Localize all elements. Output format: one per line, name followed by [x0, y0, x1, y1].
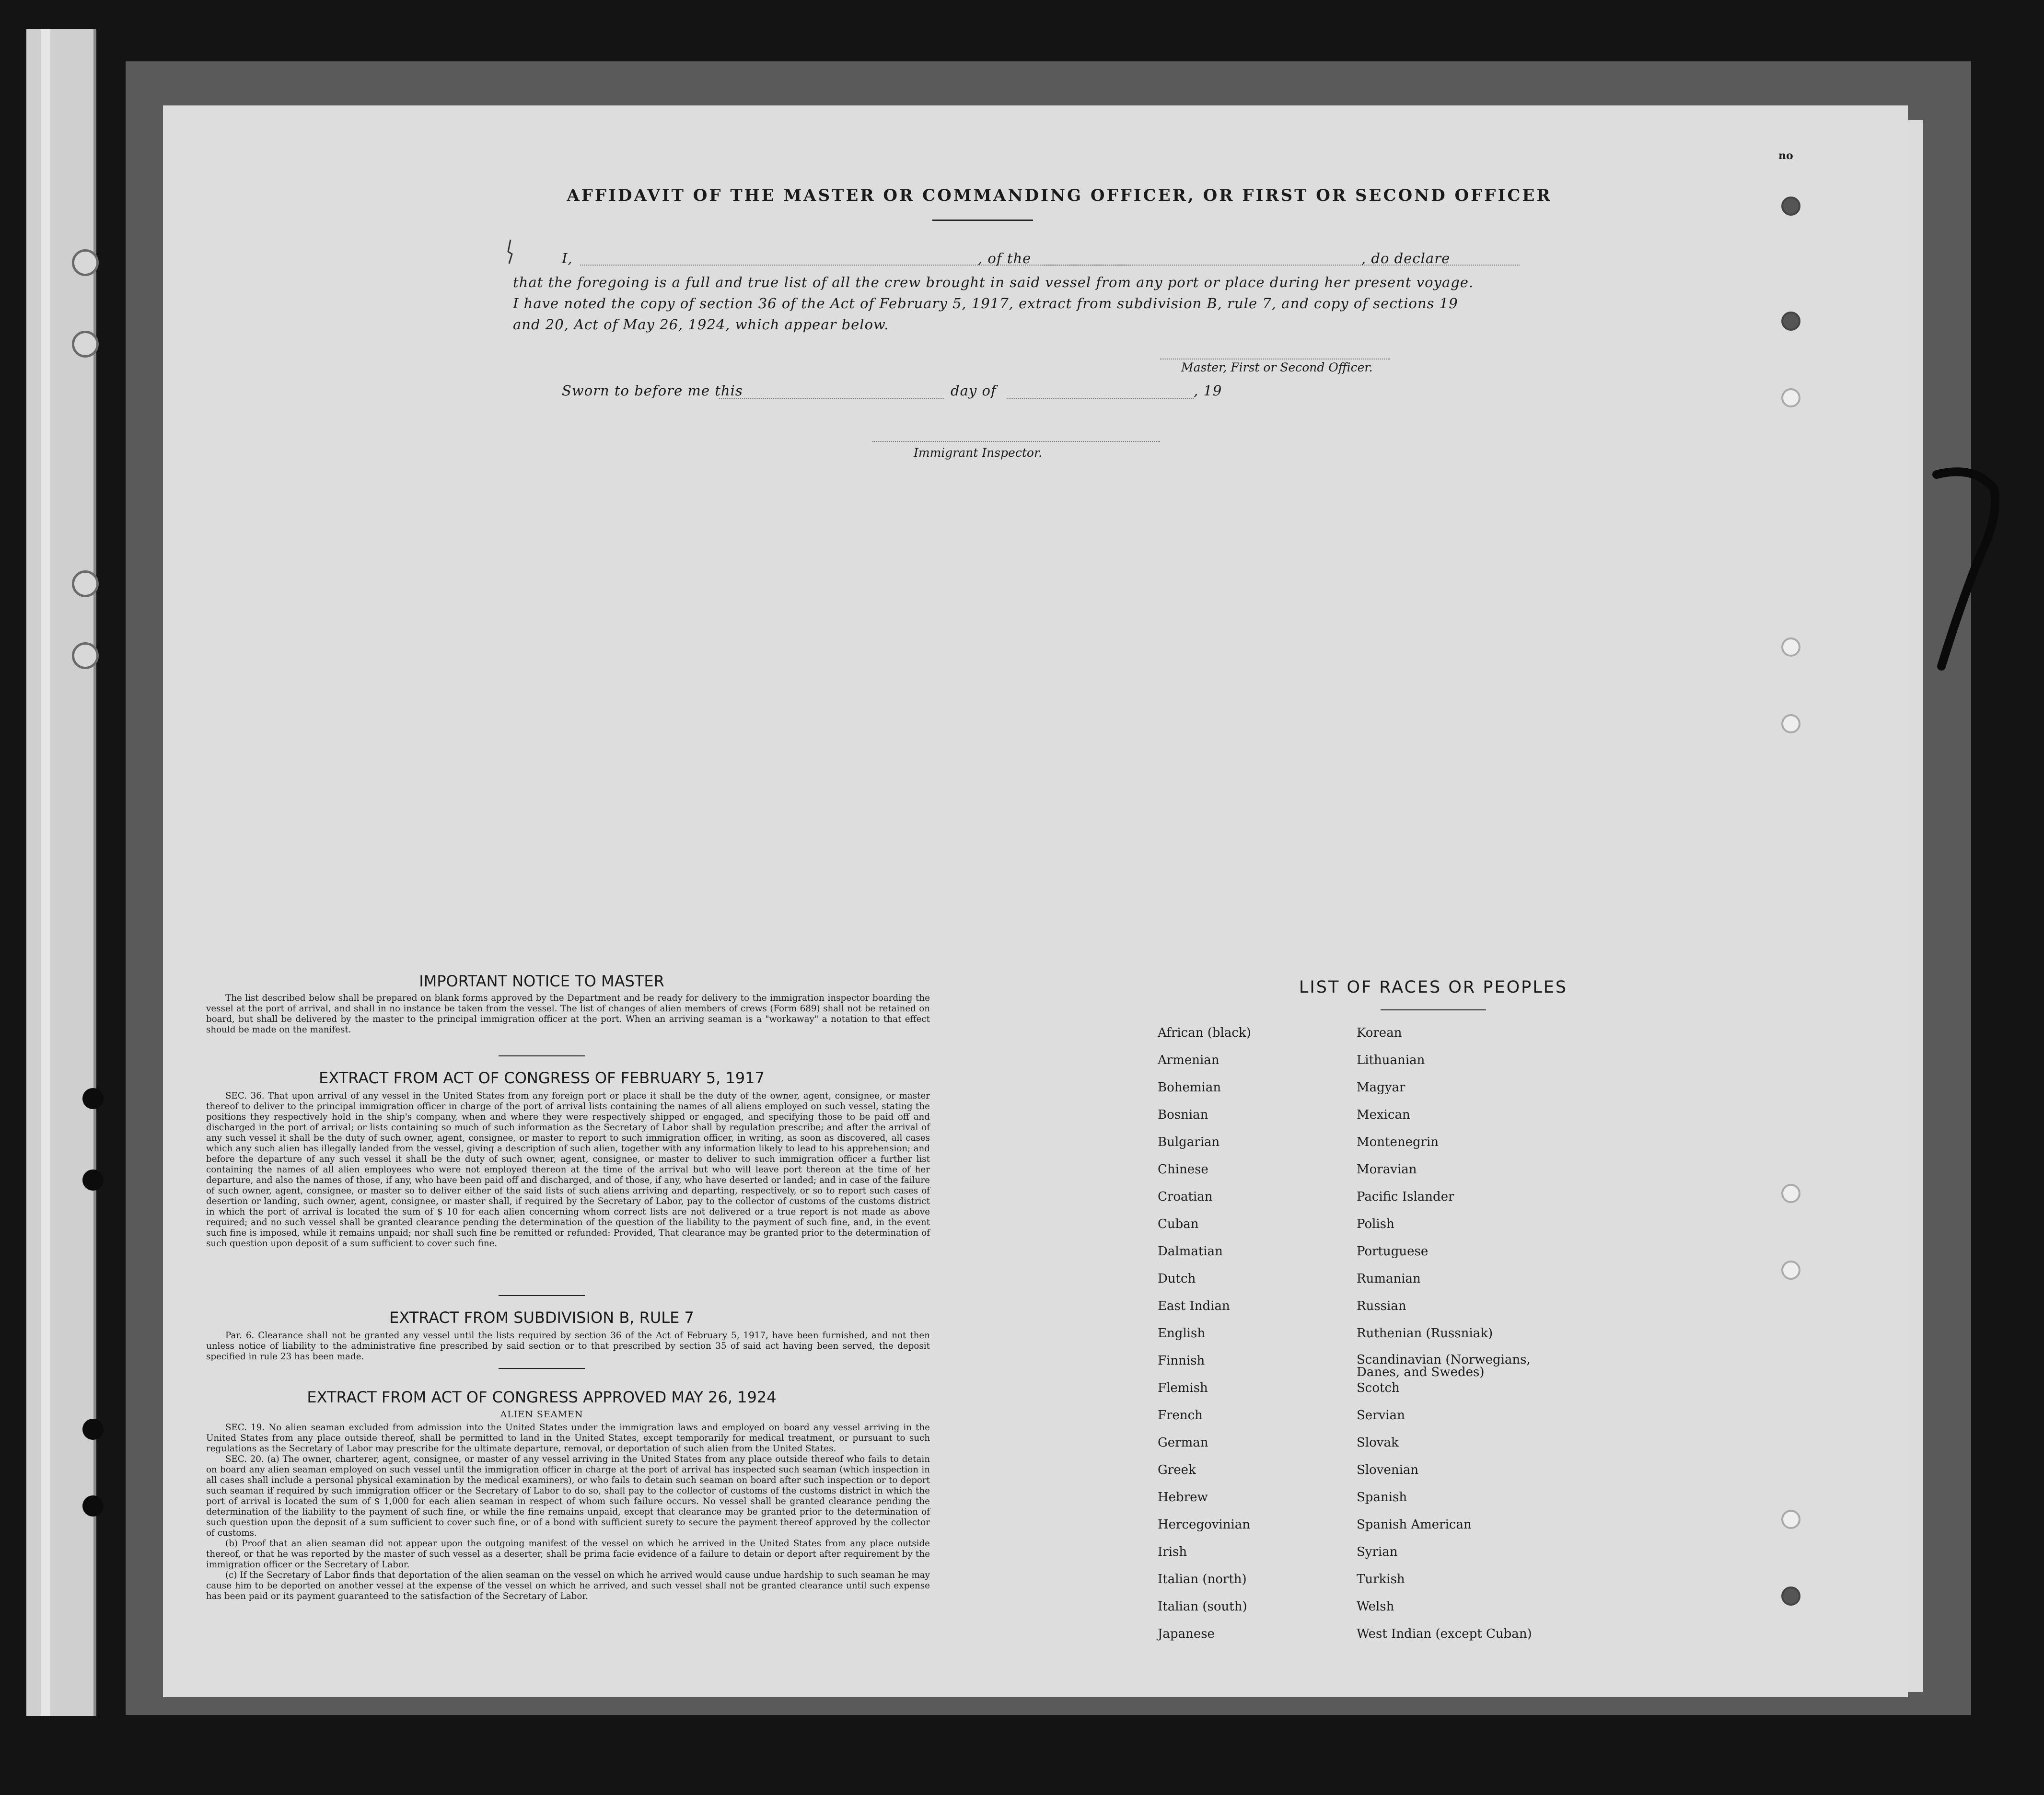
notice-paragraph: The list described below shall be prepared on blank forms approved by the Department and be ready for delivery to the immigration inspector boarding the vessel at the port of arrival, and shall in no instance be taken from the vessel. The list of changes of alien members of crews (Form 689) shall not be retained on board, but shall be delivered by the master to the principal immigration officer at the port. When an arriving seaman is a "workaway" a notation to that effect should be made on the manifest.	[206, 993, 930, 1035]
race-item: Lithuanian	[1357, 1053, 1425, 1067]
sec-20b-paragraph: (b) Proof that an alien seaman did not appear upon the outgoing manifest of the vessel on which he arrived in the United States from any place outside thereof, or that he was reported by the master of such vessel as a deserter, shall be prima facie evidence of a failure to detain or deport after requirement by the immigration officer or the Secretary of Labor.	[206, 1539, 930, 1570]
binder-ring	[72, 249, 99, 276]
affidavit-title: AFFIDAVIT OF THE MASTER OR COMMANDING OFFICER, OR FIRST OR SECOND OFFICER	[567, 186, 1552, 205]
extract-1924-subheading: ALIEN SEAMEN	[500, 1409, 583, 1420]
race-item: Polish	[1357, 1217, 1394, 1231]
race-item: Ruthenian (Russniak)	[1357, 1326, 1493, 1341]
race-item: Finnish	[1158, 1354, 1205, 1368]
race-item: Bosnian	[1158, 1108, 1208, 1122]
notice-heading: IMPORTANT NOTICE TO MASTER	[419, 972, 664, 990]
sec-20c-paragraph: (c) If the Secretary of Labor finds that deportation of the alien seaman on the vessel on which he arrived would cause undue hardship to such seaman he may cause him to be deported on another vessel at the expense of the vessel on which he arrived, and such vessel shall not be granted clearance until such expense has been paid or its payment guaranteed to the satisfaction of the Secretary of Labor.	[206, 1570, 930, 1601]
race-item: Syrian	[1357, 1545, 1398, 1559]
handwritten-seven	[1922, 460, 2013, 681]
race-item: Italian (north)	[1158, 1572, 1247, 1587]
race-item: Korean	[1357, 1026, 1402, 1040]
race-item: African (black)	[1158, 1026, 1251, 1040]
extract-1924-heading: EXTRACT FROM ACT OF CONGRESS APPROVED MAY 26, 1924	[307, 1388, 777, 1406]
day-of-label: day of	[951, 382, 997, 399]
page-hole	[1781, 1261, 1800, 1280]
inspector-signature-line	[872, 441, 1160, 442]
sworn-day-line	[719, 398, 944, 399]
race-item: Rumanian	[1357, 1272, 1421, 1286]
page-hole	[1781, 1184, 1800, 1203]
title-rule	[932, 220, 1033, 221]
race-item: Greek	[1158, 1463, 1196, 1477]
binder-ring	[72, 570, 99, 597]
extract-1917-text	[206, 1091, 930, 1249]
page-hole	[1781, 388, 1800, 407]
binder-strip	[26, 29, 96, 1716]
declarant-prefix: I,	[562, 250, 573, 266]
extract-1917-paragraph: SEC. 36. That upon arrival of any vessel in the United States from any foreign port or place it shall be the duty of the owner, agent, consignee, or master thereof to deliver to the principal immigration officer in charge of the port of arrival lists containing the names of all aliens employed on such vessel, stating the positions they respectively hold in the ship's company, when and where they were respectively shipped or engaged, and specifying those to be paid off and discharged in the port of arrival; or lists containing so much of such information as the Secretary of Labor shall by regulation prescribe; and after the arrival of any such vessel it shall be the duty of such owner, agent, consignee, or master to report to such immigration officer, in writing, as soon as discovered, all cases which any such alien has illegally landed from the vessel, giving a description of such alien, together with any information likely to lead to his apprehension; and before the departure of any such vessel it shall be the duty of such owner, agent, consignee, or master to deliver to such immigration officer a further list containing the names of all alien employees who were not employed thereon at the time of the arrival but who will leave port thereon at the time of her departure, and also the names of those, if any, who have been paid off and discharged, and of those, if any, who have deserted or landed; and in case of the failure of such owner, agent, consignee, or master so to deliver either of the said lists of such aliens arriving and departing, respectively, or so to report such cases of desertion or landing, such owner, agent, consignee, or master shall, if required by the Secretary of Labor, pay to the collector of customs of the customs district in which the port of arrival is located the sum of $ 10 for each alien concerning whom correct lists are not delivered or a true report is not made as above required; and no such vessel shall be granted clearance pending the determination of the question of the liability to the payment of such fine, and, in the event such fine is imposed, while it remains unpaid; nor shall such fine be remitted or refunded: Provided, That clearance may be granted prior to the determination of such question upon deposit of a sum sufficient to cover such fine.	[206, 1091, 930, 1249]
race-item: Japanese	[1158, 1627, 1215, 1641]
race-item: Chinese	[1158, 1162, 1208, 1177]
race-item: Pacific Islander	[1357, 1190, 1454, 1204]
race-item: Italian (south)	[1158, 1599, 1247, 1614]
corner-tab-label: no	[1778, 150, 1793, 162]
race-item: Hebrew	[1158, 1490, 1208, 1505]
race-item: Croatian	[1158, 1190, 1213, 1204]
sec-19-paragraph: SEC. 19. No alien seaman excluded from admission into the United States under the immigration laws and employed on board any vessel arriving in the United States from any place outside thereof, shall be permitted to land in the United States, except temporarily for medical treatment, or pursuant to such regulations as the Secretary of Labor may prescribe for the ultimate departure, removal, or deportation of such alien from the United States.	[206, 1423, 930, 1454]
race-item: Turkish	[1357, 1572, 1405, 1587]
race-item: Dutch	[1158, 1272, 1196, 1286]
races-title: LIST OF RACES OR PEOPLES	[1299, 978, 1568, 997]
race-item: Russian	[1357, 1299, 1406, 1313]
inspector-label: Immigrant Inspector.	[914, 446, 1043, 460]
of-the-label: , of the	[978, 250, 1032, 266]
sworn-text: Sworn to before me this	[562, 382, 743, 399]
race-item: Bulgarian	[1158, 1135, 1220, 1149]
race-item: Spanish	[1357, 1490, 1407, 1505]
master-signature-label: Master, First or Second Officer.	[1181, 360, 1373, 374]
do-declare-label: , do declare	[1361, 250, 1451, 266]
race-item: Welsh	[1357, 1599, 1394, 1614]
race-item: East Indian	[1158, 1299, 1230, 1313]
affidavit-line-3: I have noted the copy of section 36 of the Act of February 5, 1917, extract from subdivision B, rule 7, and copy of sections 19	[513, 295, 1458, 312]
binder-edge	[41, 29, 50, 1716]
pencil-mark	[503, 237, 518, 266]
race-item: Spanish American	[1357, 1517, 1472, 1532]
race-item: Slovenian	[1357, 1463, 1419, 1477]
binder-ring	[72, 642, 99, 669]
page-hole	[1781, 312, 1800, 331]
page-hole	[1781, 197, 1800, 216]
notice-rule	[499, 1055, 585, 1056]
race-item: German	[1158, 1436, 1208, 1450]
affidavit-line-2: that the foregoing is a full and true list of all the crew brought in said vessel from any port or place during her present voyage.	[513, 274, 1474, 290]
year-label: , 19	[1194, 382, 1222, 399]
race-item: Mexican	[1357, 1108, 1410, 1122]
binder-ring	[72, 331, 99, 358]
race-item: English	[1158, 1326, 1206, 1341]
manifest-page	[163, 105, 1908, 1697]
race-item: Bohemian	[1158, 1080, 1221, 1095]
race-item: Armenian	[1158, 1053, 1219, 1067]
race-item: Moravian	[1357, 1162, 1417, 1177]
extract-rule7-text	[206, 1331, 930, 1362]
race-item: Irish	[1158, 1545, 1187, 1559]
punch-hole	[82, 1495, 104, 1517]
extract-rule7-heading: EXTRACT FROM SUBDIVISION B, RULE 7	[389, 1309, 694, 1327]
sec-20a-paragraph: SEC. 20. (a) The owner, charterer, agent, consignee, or master of any vessel arriving in the United States from any place outside thereof who fails to detain on board any alien seaman employed on such vessel until the immigration officer in charge at the port of arrival has inspected such seaman (which inspection in all cases shall include a personal physical examination by the medical examiners), or who fails to detain such seaman on board after such inspection or to deport such seaman if required by such immigration officer or the Secretary of Labor to do so, shall pay to the collector of customs of the customs district in which the port of arrival is located the sum of $ 1,000 for each alien seaman in respect of whom such failure occurs. No vessel shall be granted clearance pending the determination of the liability to the payment of such fine, or while the fine remains unpaid, except that clearance may be granted prior to the determination of such question upon the deposit of a sum sufficient to cover such fine, or of a bond with sufficient surety to secure the payment thereof approved by the collector of customs.	[206, 1454, 930, 1538]
race-item: Dalmatian	[1158, 1244, 1223, 1259]
page-hole	[1781, 714, 1800, 733]
punch-hole	[82, 1419, 104, 1440]
notice-text	[206, 993, 930, 1035]
race-item: French	[1158, 1408, 1203, 1423]
race-item: Servian	[1357, 1408, 1405, 1423]
race-item: Portuguese	[1357, 1244, 1428, 1259]
affidavit-line-4: and 20, Act of May 26, 1924, which appear below.	[513, 316, 889, 333]
race-item: Hercegovinian	[1158, 1517, 1251, 1532]
punch-hole	[82, 1088, 104, 1109]
race-item: Slovak	[1357, 1436, 1399, 1450]
race-item: Montenegrin	[1357, 1135, 1439, 1149]
page-hole	[1781, 1510, 1800, 1529]
extract-1924-text	[206, 1423, 930, 1602]
race-item: Cuban	[1158, 1217, 1199, 1231]
extract-rule7-rule	[499, 1368, 585, 1369]
race-item: West Indian (except Cuban)	[1357, 1627, 1532, 1641]
race-item: Scotch	[1357, 1381, 1400, 1395]
extract-rule7-paragraph: Par. 6. Clearance shall not be granted any vessel until the lists required by section 36 of the Act of February 5, 1917, have been furnished, and not then unless notice of liability to the administrative fine prescribed by said section or to that prescribed by section 35 of said act having been served, the deposit specified in rule 23 has been made.	[206, 1331, 930, 1362]
page-hole	[1781, 637, 1800, 657]
races-rule	[1381, 1009, 1486, 1010]
extract-1917-rule	[499, 1295, 585, 1296]
punch-hole	[82, 1170, 104, 1191]
sworn-month-line	[1007, 398, 1194, 399]
race-item: Flemish	[1158, 1381, 1208, 1395]
page-hole	[1781, 1587, 1800, 1606]
extract-1917-heading: EXTRACT FROM ACT OF CONGRESS OF FEBRUARY 5, 1917	[319, 1069, 765, 1087]
race-item: Magyar	[1357, 1080, 1405, 1095]
race-item: Scandinavian (Norwegians, Danes, and Swedes)	[1357, 1353, 1531, 1379]
